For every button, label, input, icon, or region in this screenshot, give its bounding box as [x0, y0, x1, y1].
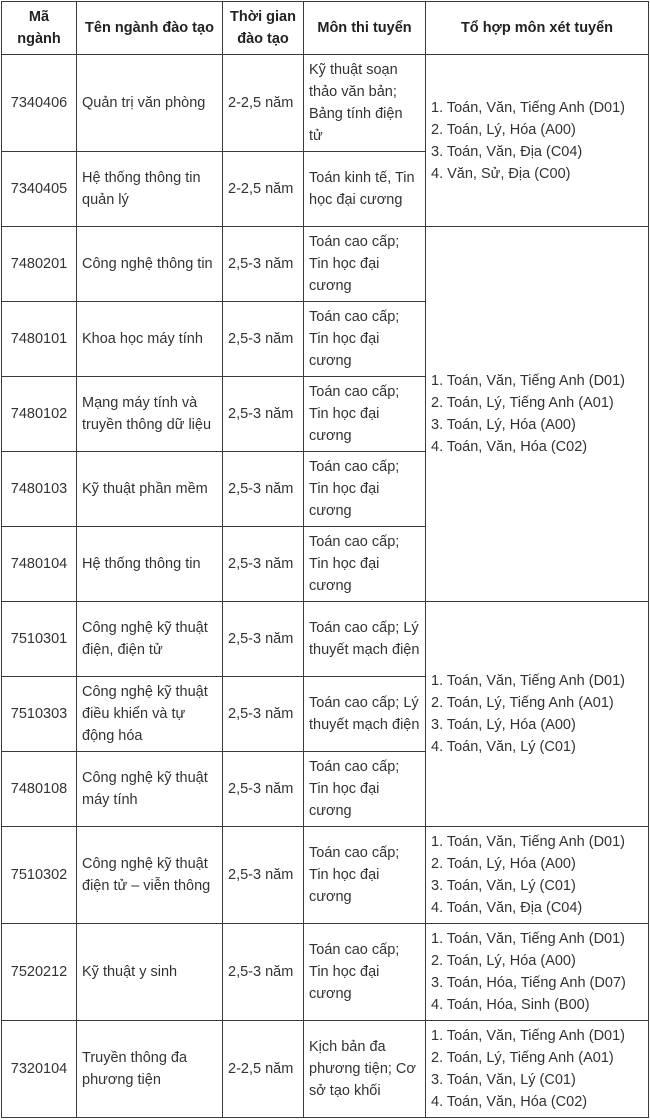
combo-item: 3. Toán, Lý, Hóa (A00): [431, 417, 576, 433]
program-name-cell: Công nghệ kỹ thuật máy tính: [77, 752, 223, 827]
duration-cell: 2,5-3 năm: [223, 452, 304, 527]
code-cell: 7320104: [2, 1021, 77, 1118]
header-duration: Thời gian đào tạo: [223, 2, 304, 55]
combo-item: 2. Toán, Lý, Tiếng Anh (A01): [431, 695, 614, 711]
combo-item: 3. Toán, Văn, Lý (C01): [431, 878, 576, 894]
combo-item: 2. Toán, Lý, Tiếng Anh (A01): [431, 1050, 614, 1066]
code-cell: 7510303: [2, 677, 77, 752]
combo-item: 3. Toán, Văn, Lý (C01): [431, 1072, 576, 1088]
combo-item: 4. Toán, Văn, Địa (C04): [431, 900, 583, 916]
program-name-cell: Khoa học máy tính: [77, 302, 223, 377]
table-row: [2, 227, 649, 302]
combo-item: 1. Toán, Văn, Tiếng Anh (D01): [431, 1028, 626, 1044]
table-row: [2, 55, 649, 152]
code-cell: 7480201: [2, 227, 77, 302]
exam-subjects-cell: Toán cao cấp; Tin học đại cương: [304, 452, 426, 527]
combo-item: 4. Toán, Văn, Hóa (C02): [431, 1094, 588, 1110]
exam-subjects-cell: Toán cao cấp; Lý thuyết mạch điện: [304, 677, 426, 752]
program-name-cell: Công nghệ kỹ thuật điện, điện tử: [77, 602, 223, 677]
table-row: [2, 924, 649, 1021]
exam-subjects-cell: Toán cao cấp; Tin học đại cương: [304, 924, 426, 1021]
header-name: Tên ngành đào tạo: [77, 2, 223, 55]
code-cell: 7480103: [2, 452, 77, 527]
code-cell: 7510302: [2, 827, 77, 924]
admissions-table: [1, 1, 649, 1118]
code-cell: 7480104: [2, 527, 77, 602]
subject-combos-cell: [426, 827, 649, 924]
header-code: Mã ngành: [2, 2, 77, 55]
combo-item: 4. Toán, Hóa, Sinh (B00): [431, 997, 590, 1013]
exam-subjects-cell: Toán cao cấp; Tin học đại cương: [304, 827, 426, 924]
combo-item: 3. Toán, Lý, Hóa (A00): [431, 717, 576, 733]
duration-cell: 2-2,5 năm: [223, 152, 304, 227]
program-name-cell: Công nghệ thông tin: [77, 227, 223, 302]
code-cell: 7480101: [2, 302, 77, 377]
subject-combos-cell: [426, 55, 649, 227]
header-combo: Tổ hợp môn xét tuyển: [426, 2, 649, 55]
header-exam: Môn thi tuyển: [304, 2, 426, 55]
combo-item: 4. Toán, Văn, Hóa (C02): [431, 439, 588, 455]
subject-combos-cell: [426, 602, 649, 827]
combo-item: 3. Toán, Văn, Địa (C04): [431, 143, 583, 160]
combo-item: 2. Toán, Lý, Hóa (A00): [431, 953, 576, 969]
table-row: [2, 1021, 649, 1118]
code-cell: 7480108: [2, 752, 77, 827]
duration-cell: 2,5-3 năm: [223, 602, 304, 677]
exam-subjects-cell: Toán cao cấp; Tin học đại cương: [304, 302, 426, 377]
duration-cell: 2-2,5 năm: [223, 1021, 304, 1118]
exam-subjects-cell: Toán kinh tế, Tin học đại cương: [304, 152, 426, 227]
exam-subjects-cell: Toán cao cấp; Tin học đại cương: [304, 752, 426, 827]
duration-cell: 2-2,5 năm: [223, 55, 304, 152]
duration-cell: 2,5-3 năm: [223, 527, 304, 602]
duration-cell: 2,5-3 năm: [223, 752, 304, 827]
exam-subjects-cell: Toán cao cấp; Tin học đại cương: [304, 377, 426, 452]
table-row: [2, 602, 649, 677]
duration-cell: 2,5-3 năm: [223, 377, 304, 452]
combo-item: 2. Toán, Lý, Hóa (A00): [431, 121, 576, 138]
exam-subjects-cell: Kịch bản đa phương tiện; Cơ sở tạo khối: [304, 1021, 426, 1118]
exam-subjects-cell: Toán cao cấp; Tin học đại cương: [304, 527, 426, 602]
program-name-cell: Quản trị văn phòng: [77, 55, 223, 152]
exam-subjects-cell: Toán cao cấp; Lý thuyết mạch điện: [304, 602, 426, 677]
combo-item: 3. Toán, Hóa, Tiếng Anh (D07): [431, 975, 626, 991]
duration-cell: 2,5-3 năm: [223, 677, 304, 752]
header-row: [2, 2, 649, 55]
combo-item: 1. Toán, Văn, Tiếng Anh (D01): [431, 373, 626, 389]
subject-combos-cell: [426, 1021, 649, 1118]
duration-cell: 2,5-3 năm: [223, 827, 304, 924]
subject-combos-cell: [426, 227, 649, 602]
combo-item: 4. Toán, Văn, Lý (C01): [431, 739, 576, 755]
program-name-cell: Hệ thống thông tin quản lý: [77, 152, 223, 227]
duration-cell: 2,5-3 năm: [223, 227, 304, 302]
program-name-cell: Truyền thông đa phương tiện: [77, 1021, 223, 1118]
program-name-cell: Công nghệ kỹ thuật điều khiển và tự động hóa: [77, 677, 223, 752]
duration-cell: 2,5-3 năm: [223, 924, 304, 1021]
duration-cell: 2,5-3 năm: [223, 302, 304, 377]
table-row: [2, 827, 649, 924]
combo-item: 1. Toán, Văn, Tiếng Anh (D01): [431, 673, 626, 689]
combo-item: 1. Toán, Văn, Tiếng Anh (D01): [431, 931, 626, 947]
code-cell: 7510301: [2, 602, 77, 677]
exam-subjects-cell: Kỹ thuật soạn thảo văn bản; Bảng tính điện tử: [304, 55, 426, 152]
program-name-cell: Kỹ thuật phần mềm: [77, 452, 223, 527]
combo-item: 1. Toán, Văn, Tiếng Anh (D01): [431, 99, 626, 116]
code-cell: 7340406: [2, 55, 77, 152]
program-name-cell: Hệ thống thông tin: [77, 527, 223, 602]
subject-combos-cell: [426, 924, 649, 1021]
combo-item: 2. Toán, Lý, Hóa (A00): [431, 856, 576, 872]
program-name-cell: Mạng máy tính và truyền thông dữ liệu: [77, 377, 223, 452]
code-cell: 7480102: [2, 377, 77, 452]
program-name-cell: Công nghệ kỹ thuật điện tử – viễn thông: [77, 827, 223, 924]
combo-item: 2. Toán, Lý, Tiếng Anh (A01): [431, 395, 614, 411]
combo-item: 4. Văn, Sử, Địa (C00): [431, 165, 571, 182]
code-cell: 7520212: [2, 924, 77, 1021]
exam-subjects-cell: Toán cao cấp; Tin học đại cương: [304, 227, 426, 302]
code-cell: 7340405: [2, 152, 77, 227]
program-name-cell: Kỹ thuật y sinh: [77, 924, 223, 1021]
combo-item: 1. Toán, Văn, Tiếng Anh (D01): [431, 834, 626, 850]
